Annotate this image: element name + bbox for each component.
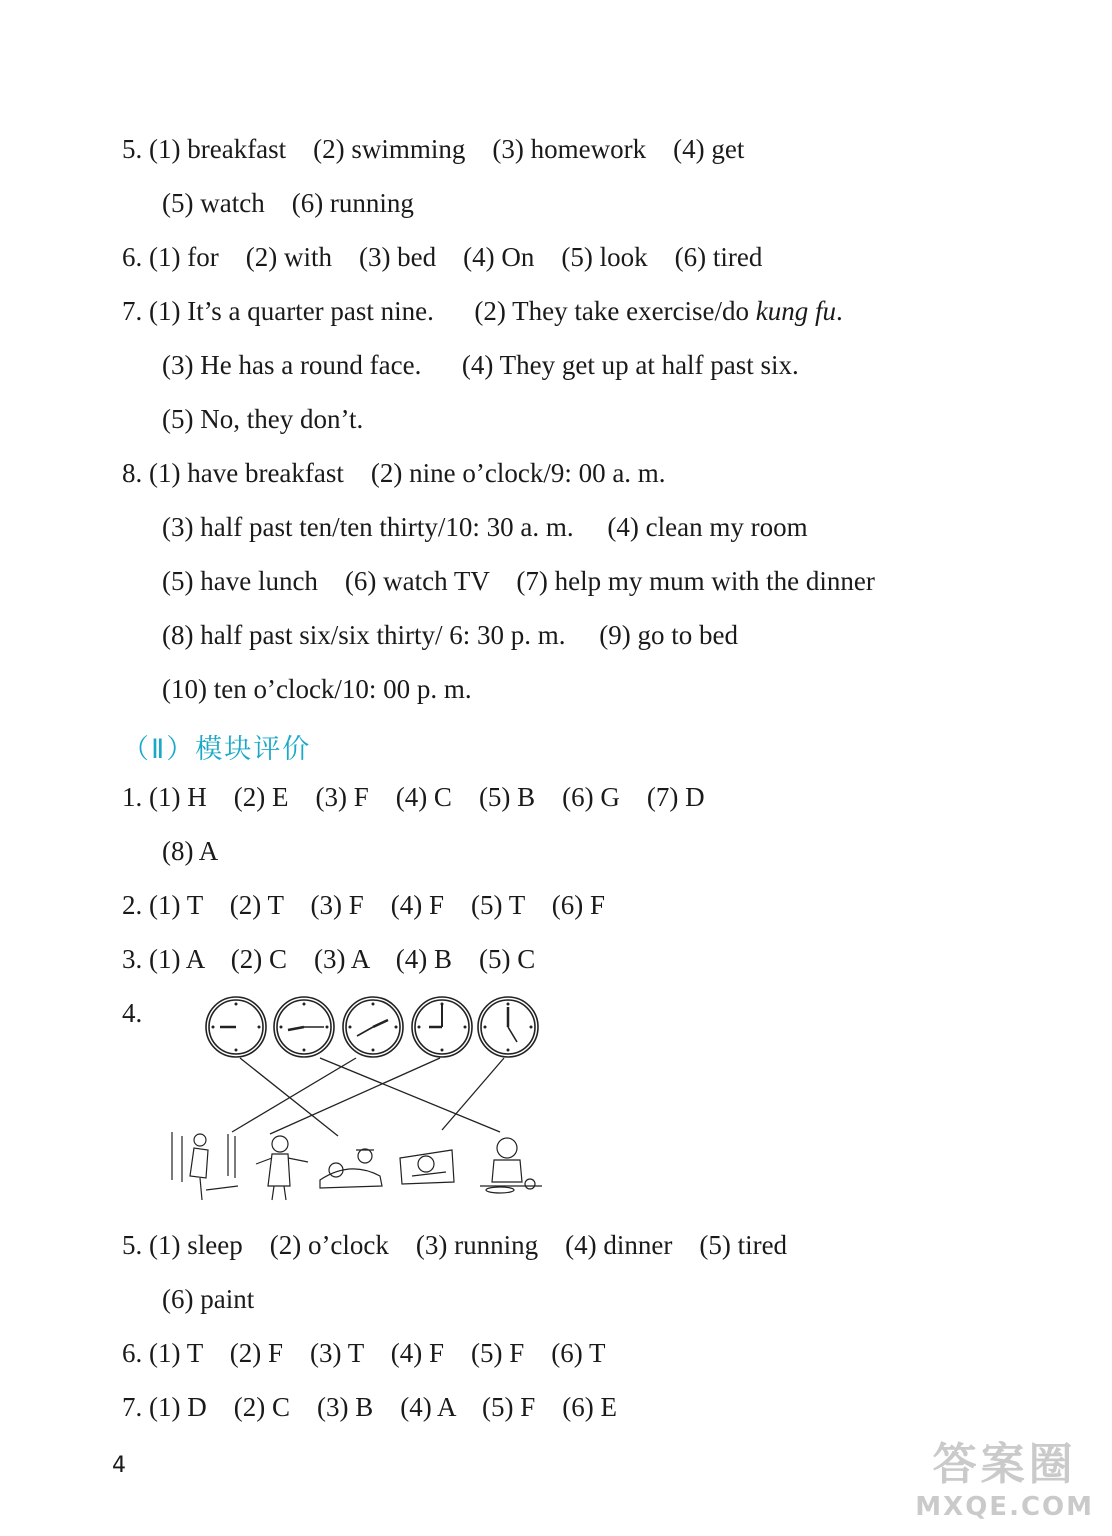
answer-5-line-2: (5) watch (6) running — [162, 188, 414, 218]
eval-4-label: 4. — [122, 998, 143, 1028]
answer-7-line-3: (5) No, they don’t. — [162, 404, 364, 434]
eval-2-line: 2. (1) T (2) T (3) F (4) F (5) T (6) F — [122, 890, 605, 920]
answer-7-text: 7. (1) It’s a quarter past nine. (2) They take exercise/do — [122, 296, 756, 326]
page-number: 4 — [112, 1453, 126, 1478]
answer-7-period: . — [836, 296, 843, 326]
eval-5-line-2: (6) paint — [162, 1284, 255, 1314]
answer-8-line-2: (3) half past ten/ten thirty/10: 30 a. m. (4) clean my room — [162, 512, 808, 542]
answer-8-line-5: (10) ten o’clock/10: 00 p. m. — [162, 674, 472, 704]
clock-5-icon — [478, 997, 538, 1057]
clock-4-icon — [412, 997, 472, 1057]
section-title: （Ⅱ）模块评价 — [122, 734, 312, 765]
clock-matching-figure — [160, 990, 560, 1210]
eval-3-line: 3. (1) A (2) C (3) A (4) B (5) C — [122, 944, 536, 974]
watermark-top: 答案圈 — [932, 1439, 1077, 1490]
clock-2-icon — [274, 997, 334, 1057]
answer-8-line-1: 8. (1) have breakfast (2) nine o’clock/9: 00 a. m. — [122, 458, 666, 488]
person-in-bed-icon — [400, 1150, 454, 1184]
eval-6-line: 6. (1) T (2) F (3) T (4) F (5) F (6) T — [122, 1338, 606, 1368]
watermark-logo — [915, 1428, 1094, 1522]
answer-7-line-1 — [122, 298, 843, 325]
eval-1-line-2: (8) A — [162, 836, 219, 866]
answer-8-line-3: (5) have lunch (6) watch TV (7) help my mum with the dinner — [162, 566, 875, 596]
clock-3-icon — [343, 997, 403, 1057]
person-sleeping-icon — [320, 1149, 382, 1188]
answer-7-line-2: (3) He has a round face. (4) They get up at half past six. — [162, 350, 799, 380]
person-eating-icon — [480, 1138, 542, 1193]
answer-7-italic: kung fu — [755, 296, 837, 326]
eval-7-line: 7. (1) D (2) C (3) B (4) A (5) F (6) E — [122, 1392, 617, 1422]
eval-5-line-1: 5. (1) sleep (2) o’clock (3) running (4) dinner (5) tired — [122, 1230, 788, 1260]
eval-1-line-1: 1. (1) H (2) E (3) F (4) C (5) B (6) G (7) D — [122, 782, 705, 812]
person-leaving-icon — [172, 1132, 238, 1200]
clock-1-icon — [206, 997, 266, 1057]
watermark-bottom: MXQE.COM — [915, 1492, 1094, 1522]
answer-6-line: 6. (1) for (2) with (3) bed (4) On (5) look (6) tired — [122, 242, 763, 272]
answer-5-line-1: 5. (1) breakfast (2) swimming (3) homework (4) get — [122, 134, 745, 164]
person-exercising-icon — [256, 1136, 308, 1200]
answer-8-line-4: (8) half past six/six thirty/ 6: 30 p. m. (9) go to bed — [162, 620, 738, 650]
